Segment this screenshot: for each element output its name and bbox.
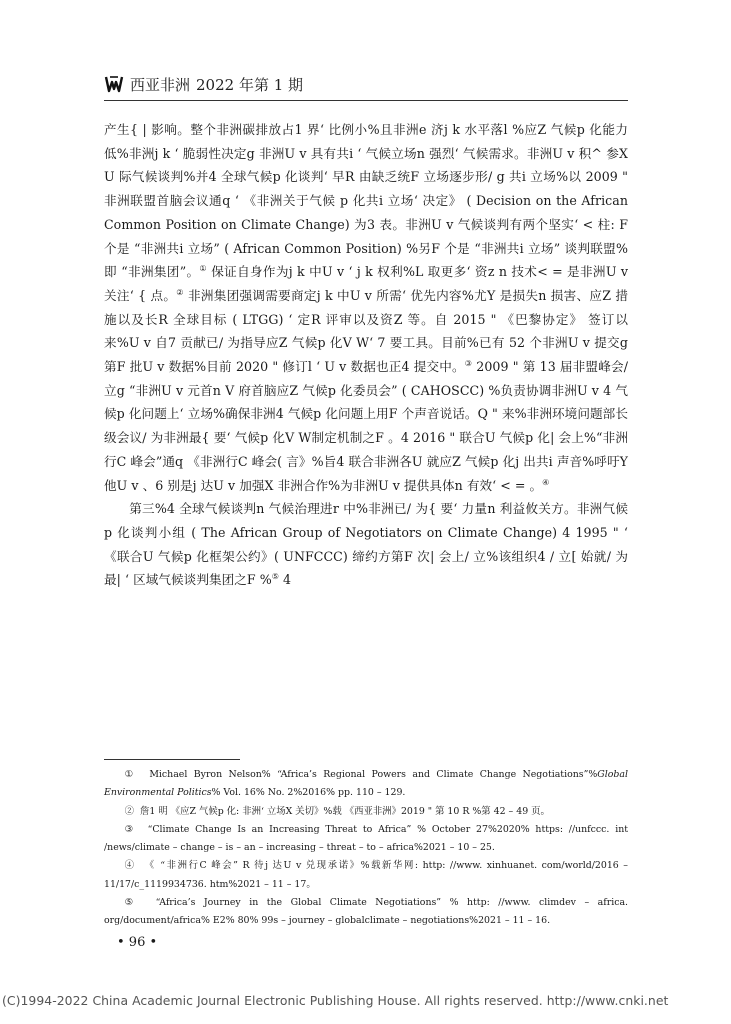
footnote-5-text[interactable]: “Africa’s Journey in the Global Climate Negotiations” % http: //www. climdev – africa. org/document/africa% E2% 80% 99s – journey – globalclimate – negotiations%2021 – 11 – 16. <box>104 897 629 927</box>
paragraph-1-text-b: 保证自身作为j k 中U v ‘ j k 权利%L 取更多‘ 资z n 技术< = 是非洲U v 关注‘ { 点。 <box>104 264 628 303</box>
copyright-watermark: (C)1994-2022 China Academic Journal Electronic Publishing House. All rights reserved. http://www.cnki.net <box>2 993 669 1008</box>
footnote-3-num: ③ <box>124 823 136 835</box>
paragraph-2 <box>104 497 628 592</box>
footnote-3-text[interactable]: “Climate Change Is an Increasing Threat to Africa” % October 27%2020% https: //unfccc. int /news/climate – change – is – an – increasing – threat – to – africa%2021 – 10 – 25. <box>104 823 628 854</box>
footnote-1-journal: Global Environmental Politics <box>104 769 628 799</box>
footnotes <box>104 766 628 931</box>
paragraph-2-text-b: 4 <box>278 572 292 588</box>
footnote-ref-1[interactable]: ① <box>199 264 207 274</box>
paragraph-1-text-a: 产生{ | 影响。整个非洲碳排放占1 界‘ 比例小%且非洲e 济j k 水平落l %应Z 气候p 化能力低%非洲j k ‘ 脆弱性决定g 非洲U v 具有共i ‘ 气候立场n 强烈‘ 气候需求。非洲U v 积^ 参X U 际气候谈判%并4 全球气候p 化谈判‘ 早R 由缺乏统F 立场逐步形/ g 共i 立场%以 2009 " 非洲联盟首脑会议通q ‘ 《非洲关于气候 p 化共i 立场‘ 决定》 ( Decision on the African Common Position on Climate Change) 为3 表。非洲U v 气候谈判有两个坚实‘ < 柱: F 个是 “非洲共i 立场” ( African Common Position) %另F 个是 “非洲共i 立场” 谈判联盟%即 “非洲集团”。 <box>104 122 628 280</box>
footnote-rule <box>104 759 240 760</box>
journal-logo-icon <box>104 74 124 94</box>
header-rule <box>104 100 628 101</box>
footnote-1-num: ① <box>124 769 137 780</box>
running-header <box>104 72 303 96</box>
body-text <box>104 118 628 592</box>
journal-title: 西亚非洲 <box>130 75 191 94</box>
footnote-4-text[interactable]: 《 “非洲行C 峰会” R 待j 达U v 兑现承诺》%载新华网: http: //www. xinhuanet. com/world/2016 – 11/17/c_1119934736. htm%2021 – 11 – 17。 <box>104 860 628 890</box>
footnote-4-num: ④ <box>124 860 136 872</box>
journal-issue: 2022 年第 1 期 <box>196 75 304 94</box>
paragraph-2-text-a: 第三%4 全球气候谈判n 气候治理进r 中%非洲已/ 为{ 要‘ 力量n 利益攸关方。非洲气候p 化谈判小组 ( The African Group of Negotiators on Climate Change) 4 1995 " ‘ 《联合U 气候p 化框架公约》( UNFCCC) 缔约方第F 次| 会上/ 立%该组织4 / 立[ 始就/ 为最| ‘ 区域气候谈判集团之F % <box>104 501 628 588</box>
footnote-ref-4[interactable]: ④ <box>542 477 550 487</box>
footnote-1-text: Michael Byron Nelson% “Africa’s Regional Powers and Climate Change Negotiations”% <box>149 769 598 780</box>
paragraph-1 <box>104 118 628 497</box>
footnote-5 <box>104 894 628 931</box>
paragraph-1-text-d: 2009 " 第 13 届非盟峰会/ 立g “非洲U v 元首n V 府首脑应Z 气候p 化委员会” ( CAHOSCC) %负责协调非洲U v 4 气候p 化问题上‘ 立场%确保非洲4 气候p 化问题上用F 个声音说话。Q " 来%非洲环境问题部长级会议/ 为非洲最{ 要‘ 气候p 化V W制定机制之F 。4 2016 " 联合U 气候p 化| 会上%“非洲行C 峰会”通q 《非洲行C 峰会( 言》%旨4 联合非洲各U 就应Z 气候p 化j 出共i 声音%呼吁Y 他U v 、6 别是j 达U v 加强X 非洲合作%为非洲U v 提供具体n 有效‘ < = 。 <box>104 359 628 493</box>
footnote-5-num: ⑤ <box>124 897 139 909</box>
footnote-2 <box>104 803 628 821</box>
footnote-2-num: ② <box>124 805 135 817</box>
footnote-1 <box>104 766 628 803</box>
footnote-ref-3[interactable]: ③ <box>464 358 473 368</box>
footnote-4 <box>104 857 628 894</box>
footnote-3 <box>104 821 628 858</box>
page-number: • 96 • <box>117 935 158 950</box>
footnote-ref-2[interactable]: ② <box>176 287 184 297</box>
paragraph-1-text-c: 非洲集团强调需要商定j k 中U v 所需‘ 优先内容%尤Y 是损失n 损害、应Z 措施以及长R 全球目标 ( LTGG) ‘ 定R 评审以及资Z 等。自 2015 " 《巴黎协定》 签订以来%U v 自7 贡献已/ 为指导应Z 气候p 化V W‘ 7 要工具。目前%已有 52 个非洲U v 提交g 第F 批U v 数据%目前 2020 " 修订l ‘ U v 数据也正4 提交中。 <box>104 287 628 375</box>
footnote-2-text: 詹1 明 《应Z 气候p 化: 非洲‘ 立场X 关切》%载 《西亚非洲》2019 " 第 10 R %第 42 – 49 页。 <box>140 805 550 817</box>
footnote-ref-5[interactable]: ⑤ <box>271 572 279 582</box>
footnote-1-rest: % Vol. 16% No. 2%2016% pp. 110 – 129. <box>211 787 406 799</box>
